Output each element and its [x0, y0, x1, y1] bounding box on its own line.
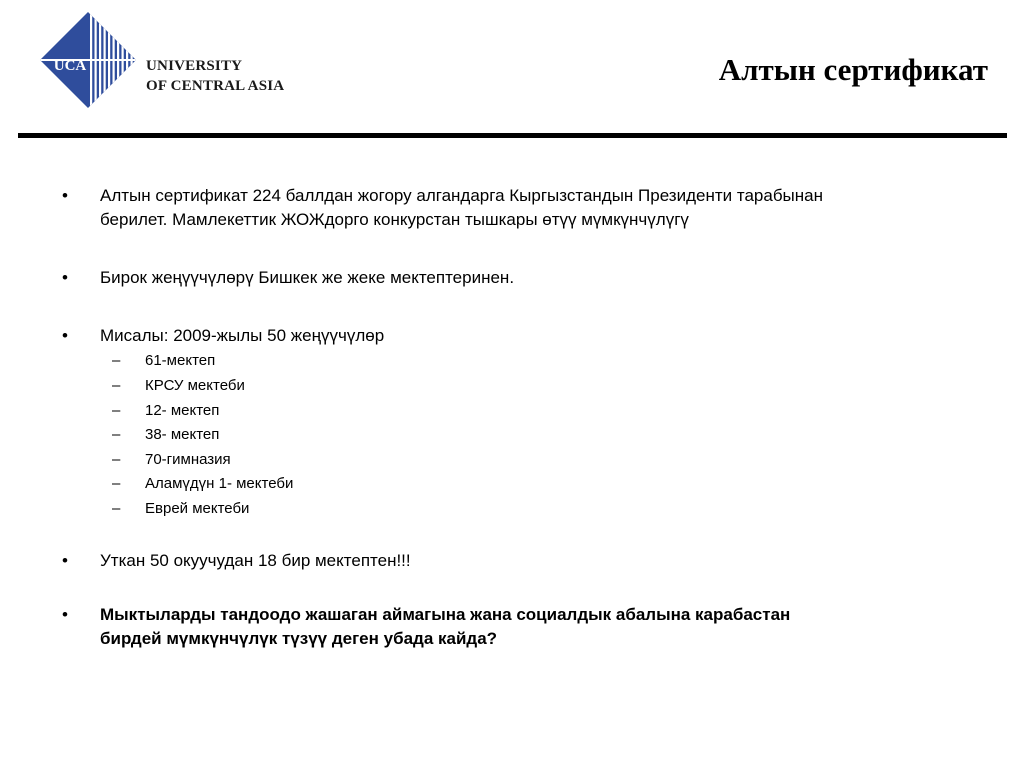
bullet-marker: •	[62, 605, 68, 624]
sub-bullet-text: Аламүдүн 1- мектеби	[145, 475, 294, 492]
bullet-text-line: Мыктыларды тандоодо жашаган аймагына жана социалдык абалына карабастан	[100, 605, 791, 624]
sub-bullet-text: 61-мектеп	[145, 352, 216, 369]
bullet-marker: •	[62, 186, 68, 205]
bullet-marker: •	[62, 268, 68, 287]
sub-bullet-marker: –	[112, 377, 121, 394]
bullet-text-line: Уткан 50 окуучудан 18 бир мектептен!!!	[100, 551, 411, 570]
bullet-text-line: Алтын сертификат 224 баллдан жогору алгандарга Кыргызстандын Президенти тарабынан	[100, 186, 824, 205]
bullet-text	[100, 549, 980, 573]
sub-bullet-marker: –	[112, 426, 121, 443]
bullet-text-line: бирдей мүмкүнчүлүк түзүү деген убада кайда?	[100, 629, 498, 648]
bullet-marker: •	[62, 551, 68, 570]
sub-bullet-marker: –	[112, 352, 121, 369]
sub-bullet-text: Еврей мектеби	[145, 500, 250, 517]
bullet-marker: •	[62, 326, 68, 345]
sub-bullet-text: КРСУ мектеби	[145, 377, 245, 394]
bullet-text	[100, 324, 980, 348]
sub-bullet-text: 70-гимназия	[145, 451, 231, 468]
sub-bullet-text: 38- мектеп	[145, 426, 220, 443]
bullet-text	[100, 266, 980, 290]
logo-text: UCA	[53, 58, 87, 74]
bullet-text-line: Бирок жеңүүчүлөрү Бишкек же жеке мектептеринен.	[100, 268, 515, 287]
sub-bullet-marker: –	[112, 500, 121, 517]
sub-bullet-text: 12- мектеп	[145, 402, 220, 419]
sub-bullet-marker: –	[112, 451, 121, 468]
bullet-text-emphasis	[100, 603, 980, 651]
bullet-text	[100, 184, 980, 232]
sub-bullet-marker: –	[112, 475, 121, 492]
page-title: Алтын сертификат	[718, 52, 988, 87]
sub-bullet-marker: –	[112, 402, 121, 419]
bullet-text-line: Мисалы: 2009-жылы 50 жеңүүчүлөр	[100, 326, 385, 345]
university-name-line1: UNIVERSITY	[146, 58, 243, 74]
bullet-text-line: берилет. Мамлекеттик ЖОЖдорго конкурстан тышкары өтүү мүмкүнчүлүгү	[100, 210, 689, 229]
university-name-line2: OF CENTRAL ASIA	[146, 78, 285, 94]
